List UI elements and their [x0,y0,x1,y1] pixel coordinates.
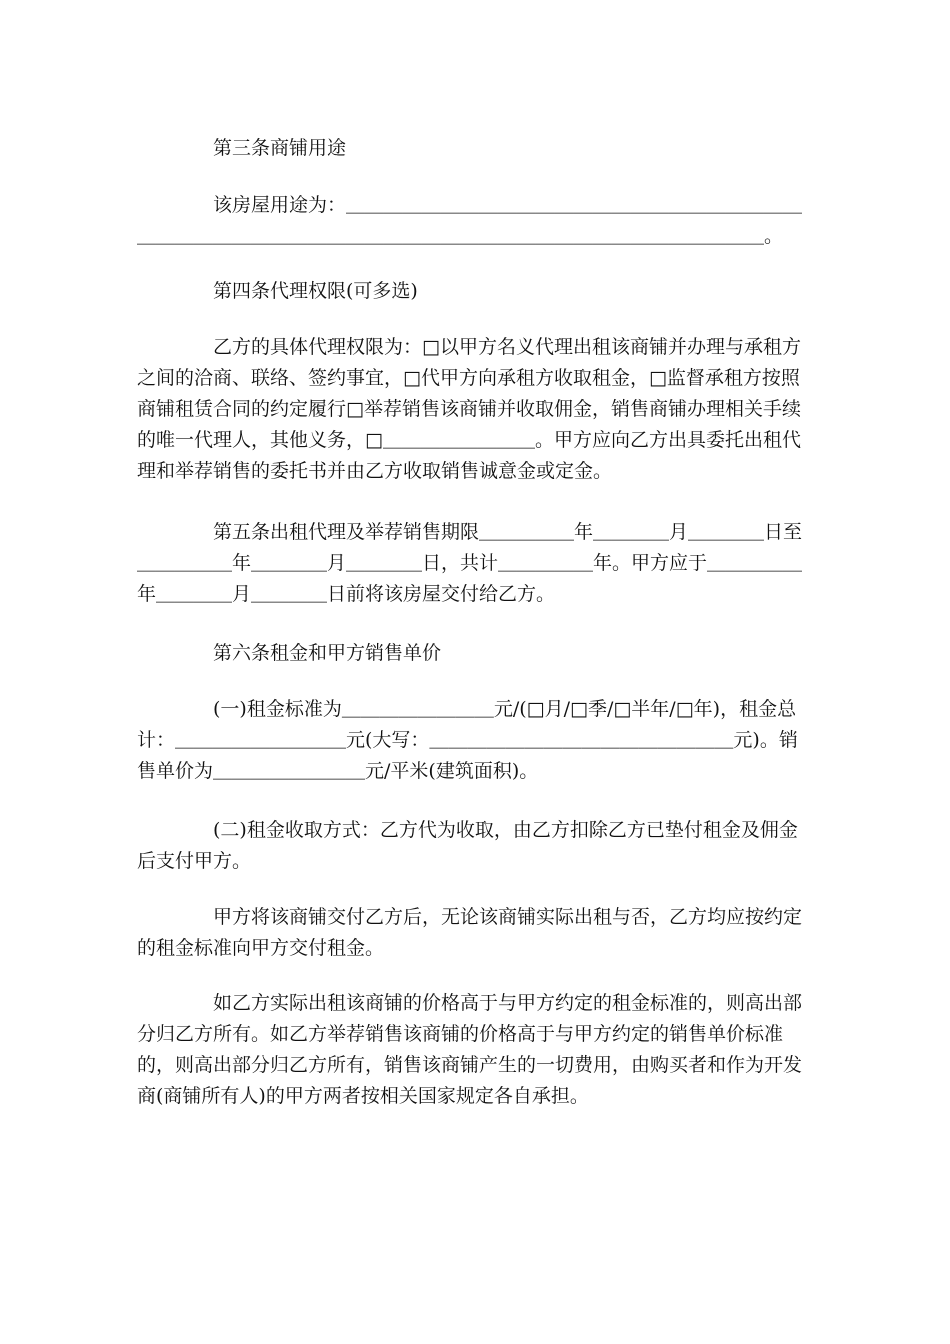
article-4-heading: 第四条代理权限(可多选) [213,280,418,302]
excess-price-paragraph: 如乙方实际出租该商铺的价格高于与甲方约定的租金标准的，则高出部分归乙方所有。如乙方举荐销售该商铺的价格高于与甲方约定的销售单价标准的，则高出部分归乙方所有，销售该商铺产生的一切费用，由购买者和作为开发商(商铺所有人)的甲方两者按相关国家规定各自承担。 [137,992,803,1107]
article-3-heading: 第三条商铺用途 [213,137,347,159]
rent-standard-paragraph: (一)租金标准为＿＿＿＿＿＿＿＿元/(□月/□季/□半年/□年)，租金总计：＿＿＿＿＿＿＿＿＿元(大写：＿＿＿＿＿＿＿＿＿＿＿＿＿＿＿＿元)。销售单价为＿＿＿＿＿＿＿＿元/平米(建筑面积)。 [137,698,798,782]
article-3-usage-paragraph: 该房屋用途为：＿＿＿＿＿＿＿＿＿＿＿＿＿＿＿＿＿＿＿＿＿＿＿＿＿＿＿＿＿＿＿＿＿＿＿＿＿＿＿＿＿＿＿＿＿＿＿＿＿＿＿＿＿＿＿＿＿。 [137,194,803,247]
article-4-authority-paragraph: 乙方的具体代理权限为：□以甲方名义代理出租该商铺并办理与承租方之间的洽商、联络、签约事宜，□代甲方向承租方收取租金，□监督承租方按照商铺租赁合同的约定履行□举荐销售该商铺并收取佣金，销售商铺办理相关手续的唯一代理人，其他义务，□＿＿＿＿＿＿＿＿。甲方应向乙方出具委托出租代理和举荐销售的委托书并由乙方收取销售诚意金或定金。 [137,336,801,482]
article-6-heading: 第六条租金和甲方销售单价 [213,642,442,664]
rent-payment-paragraph: 甲方将该商铺交付乙方后，无论该商铺实际出租与否，乙方均应按约定的租金标准向甲方交付租金。 [137,906,803,959]
article-5-term-paragraph: 第五条出租代理及举荐销售期限＿＿＿＿＿年＿＿＿＿月＿＿＿＿日至＿＿＿＿＿年＿＿＿＿月＿＿＿＿日，共计＿＿＿＿＿年。甲方应于＿＿＿＿＿年＿＿＿＿月＿＿＿＿日前将该房屋交付给乙方。 [137,521,803,605]
rent-collection-paragraph: (二)租金收取方式：乙方代为收取，由乙方扣除乙方已垫付租金及佣金后支付甲方。 [137,819,798,872]
